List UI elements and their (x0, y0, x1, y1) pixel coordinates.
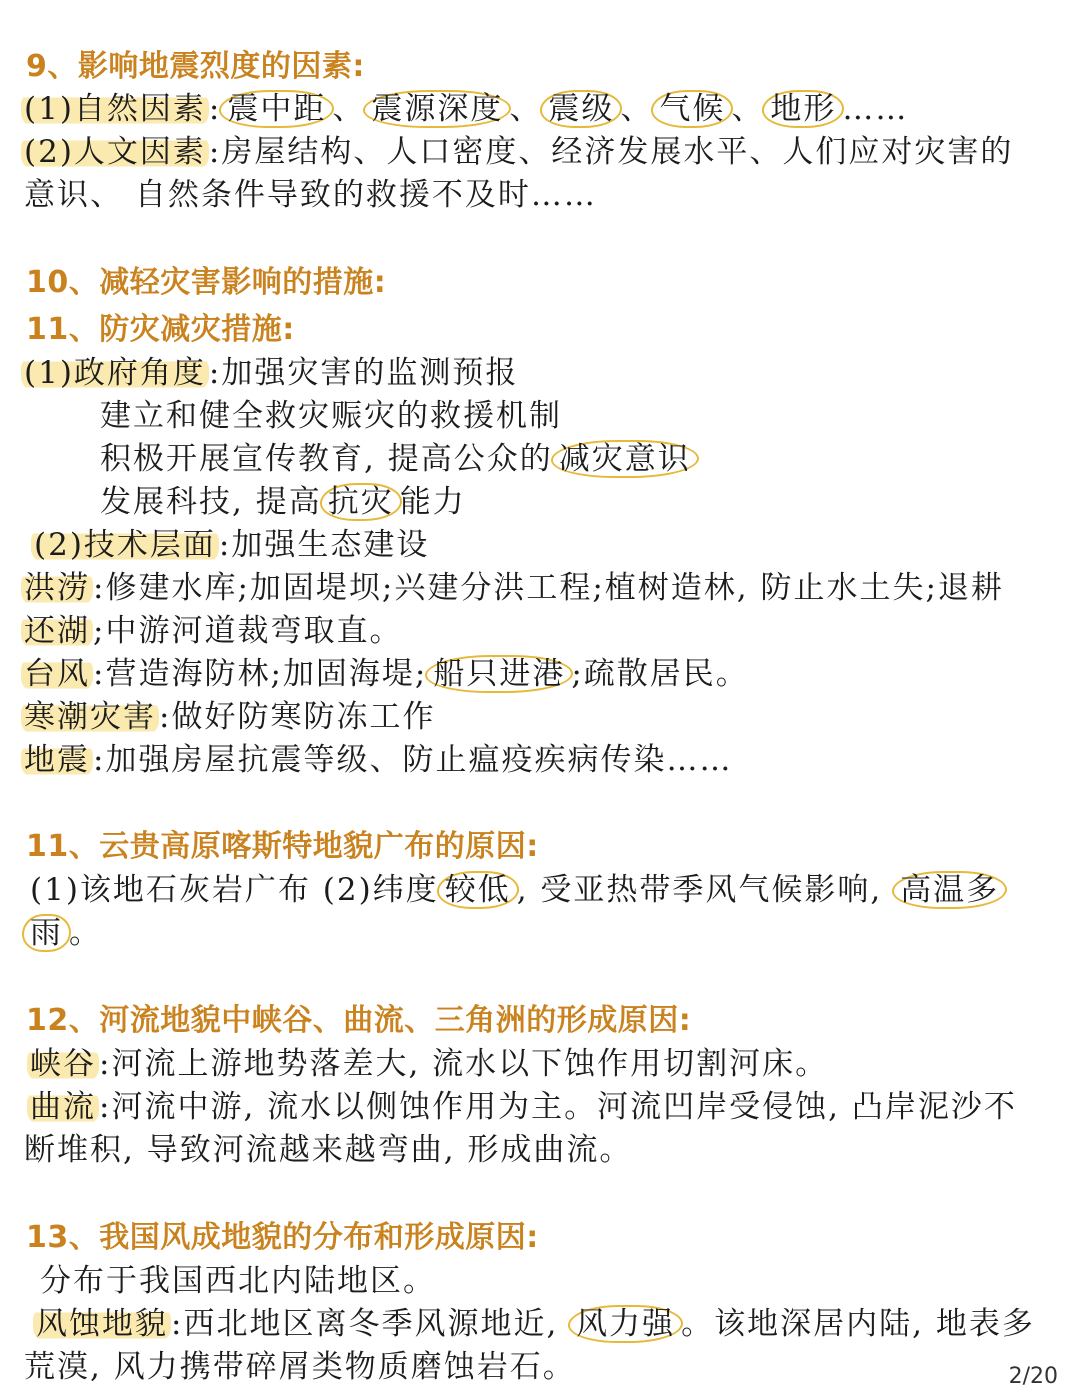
human-factors-text: :房屋结构、人口密度、经济发展水平、人们应对灾害的 (208, 134, 1014, 170)
highlight-cold-wave: 寒潮灾害 (21, 699, 159, 735)
karst-line-2 (24, 912, 102, 954)
circled-strong-wind: 风力强 (568, 1305, 683, 1343)
gov-line-2: 建立和健全救灾赈灾的救援机制 (100, 398, 562, 434)
aeolian-line-1: 分布于我国西北内陆地区。 (40, 1263, 436, 1299)
meander-line-2: 断堆积, 导致河流越来越弯曲, 形成曲流。 (24, 1132, 633, 1168)
aeolian-rest: 。该地深居内陆, 地表多 (681, 1306, 1035, 1342)
highlight-human-factors: (2)人文因素 (21, 134, 209, 170)
highlight-return-lake: 还湖 (21, 613, 93, 649)
meander-text: :河流中游, 流水以侧蚀作用为主。河流凹岸受侵蚀, 凸岸泥沙不 (99, 1089, 1017, 1125)
gov-line-3-text: 积极开展宣传教育, 提高公众的 (100, 441, 553, 477)
section-10-title: 10、减轻灾害影响的措施: (26, 265, 387, 300)
gorge-line (30, 1043, 828, 1085)
gov-line-3 (100, 438, 697, 480)
circled-focal-depth: 震源深度 (363, 90, 511, 128)
highlight-wind-erosion: 风蚀地貌 (33, 1306, 171, 1342)
highlight-earthquake: 地震 (21, 742, 93, 778)
section-9-line-2 (24, 131, 1013, 173)
separator: 、 (332, 91, 366, 127)
circled-magnitude: 震级 (540, 90, 622, 128)
highlight-flood: 洪涝 (21, 570, 93, 606)
aeolian-line-2 (36, 1303, 1035, 1345)
circled-low-latitude: 较低 (437, 871, 519, 909)
section-11-title: 11、防灾减灾措施: (26, 312, 295, 347)
karst-line-1 (30, 869, 1005, 911)
flood-line-2 (24, 610, 402, 652)
circled-disaster-awareness: 减灾意识 (551, 440, 699, 478)
highlight-natural-factors: (1)自然因素 (21, 91, 209, 127)
typhoon-rest: ;疏散居民。 (571, 656, 749, 692)
section-9-line-1 (24, 88, 908, 130)
tech-text: :加强生态建设 (218, 527, 430, 563)
karst-mid: , 受亚热带季风气候影响, (516, 872, 895, 908)
circled-ships-to-port: 船只进港 (425, 655, 573, 693)
gov-line-4-rest: 能力 (399, 484, 466, 520)
flood-text-2: ;中游河道裁弯取直。 (93, 613, 403, 649)
highlight-meander: 曲流 (27, 1089, 99, 1125)
typhoon-line (24, 653, 749, 695)
circled-terrain: 地形 (762, 90, 844, 128)
aeolian-text: :西北地区离冬季风源地近, (171, 1306, 571, 1342)
gov-line-1 (24, 352, 518, 394)
flood-text: :修建水库;加固堤坝;兴建分洪工程;植树造林, 防止水土失;退耕 (93, 570, 1004, 606)
karst-text: (1)该地石灰岩广布 (2)纬度 (30, 872, 439, 908)
cold-wave-line (24, 696, 435, 738)
typhoon-text: :营造海防林;加固海堤; (93, 656, 428, 692)
tech-line (34, 524, 429, 566)
section-12-title: 12、河流地貌中峡谷、曲流、三角洲的形成原因: (26, 1003, 692, 1038)
meander-line-1 (30, 1086, 1017, 1128)
separator: 、 (509, 91, 543, 127)
highlight-government: (1)政府角度 (21, 355, 209, 391)
circled-rain: 雨 (22, 914, 71, 952)
separator: 、 (620, 91, 654, 127)
gov-text: :加强灾害的监测预报 (208, 355, 519, 391)
ellipsis: …… (842, 91, 909, 127)
section-11-karst-title: 11、云贵高原喀斯特地貌广布的原因: (26, 829, 539, 864)
page-number: 2/20 (1008, 1364, 1058, 1389)
highlight-typhoon: 台风 (21, 656, 93, 692)
highlight-gorge: 峡谷 (27, 1046, 99, 1082)
earthquake-text: :加强房屋抗震等级、防止瘟疫疾病传染…… (93, 742, 733, 778)
section-9-line-3: 意识、 自然条件导致的救援不及时…… (24, 177, 597, 213)
gorge-text: :河流上游地势落差大, 流水以下蚀作用切割河床。 (99, 1046, 829, 1082)
earthquake-line (24, 739, 732, 781)
circled-hot-rainy: 高温多 (892, 871, 1007, 909)
gov-line-4 (100, 481, 466, 523)
circled-disaster-resistance: 抗灾 (320, 483, 402, 521)
karst-line-2-rest: 。 (69, 915, 102, 951)
separator: 、 (731, 91, 765, 127)
flood-line-1 (24, 567, 1004, 609)
gov-line-4-text: 发展科技, 提高 (100, 484, 322, 520)
highlight-technical: (2)技术层面 (31, 527, 219, 563)
cold-wave-text: :做好防寒防冻工作 (159, 699, 436, 735)
section-9-title: 9、影响地震烈度的因素: (26, 49, 365, 84)
circled-climate: 气候 (651, 90, 733, 128)
circled-epicentral-distance: 震中距 (219, 90, 334, 128)
colon: : (208, 91, 222, 127)
section-13-title: 13、我国风成地貌的分布和形成原因: (26, 1220, 539, 1255)
aeolian-line-3: 荒漠, 风力携带碎屑类物质磨蚀岩石。 (24, 1349, 576, 1385)
